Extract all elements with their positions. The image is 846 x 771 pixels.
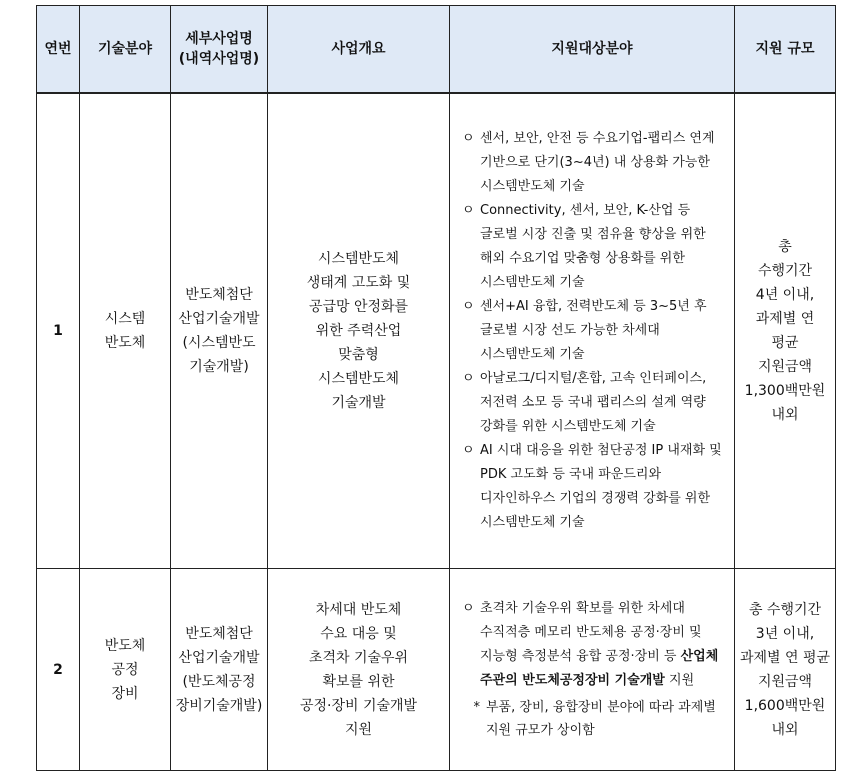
support-program-table xyxy=(36,5,836,771)
program-name: 반도체첨단 산업기술개발 (시스템반도 기술개발) xyxy=(171,93,268,569)
footnote xyxy=(462,696,730,742)
list-item xyxy=(462,367,730,439)
list-item-text: 센서, 보안, 안전 등 수요기업-팹리스 연계 기반으로 단기(3~4년) 내 상용화 가능한 시스템반도체 기술 xyxy=(480,131,715,194)
list-item xyxy=(462,199,730,295)
bullet-icon: ㅇ xyxy=(462,203,475,218)
tech-field: 시스템 반도체 xyxy=(80,93,171,569)
row-number: 2 xyxy=(37,569,80,771)
bullet-icon: ㅇ xyxy=(462,443,475,458)
list-item-text-bold: 산업체 주관의 반도체공정장비 기술개발 xyxy=(480,649,719,688)
header-scale: 지원 규모 xyxy=(735,6,836,94)
bullet-icon: ㅇ xyxy=(462,371,475,386)
list-item-text: 아날로그/디지털/혼합, 고속 인터페이스, 저전력 소모 등 국내 팹리스의 설계 역량 강화를 위한 시스템반도체 기술 xyxy=(480,371,707,434)
list-item-text: 센서+AI 융합, 전력반도체 등 3~5년 후 글로벌 시장 선도 가능한 차세대 시스템반도체 기술 xyxy=(480,299,707,362)
list-item xyxy=(462,597,730,693)
bullet-icon: ㅇ xyxy=(462,601,475,616)
program-name: 반도체첨단 산업기술개발 (반도체공정 장비기술개발) xyxy=(171,569,268,771)
header-overview: 사업개요 xyxy=(268,6,450,94)
header-row xyxy=(37,6,836,94)
table-row xyxy=(37,93,836,569)
list-item xyxy=(462,295,730,367)
program-overview: 차세대 반도체 수요 대응 및 초격차 기술우위 확보를 위한 공정·장비 기술개발 지원 xyxy=(268,569,450,771)
list-item-text-b: 지원 xyxy=(664,673,695,688)
header-target: 지원대상분야 xyxy=(450,6,735,94)
list-item-text: AI 시대 대응을 위한 첨단공정 IP 내재화 및 PDK 고도화 등 국내 파운드리와 디자인하우스 기업의 경쟁력 강화를 위한 시스템반도체 기술 xyxy=(480,443,722,530)
tech-field: 반도체 공정 장비 xyxy=(80,569,171,771)
list-item xyxy=(462,439,730,535)
list-item-text: Connectivity, 센서, 보안, K-산업 등 글로벌 시장 진출 및 점유율 향상을 위한 해외 수요기업 맞춤형 상용화를 위한 시스템반도체 기술 xyxy=(480,203,706,290)
support-target-list xyxy=(450,93,735,569)
list-item xyxy=(462,127,730,199)
support-target-list xyxy=(450,569,735,771)
bullet-icon: ㅇ xyxy=(462,299,475,314)
footnote-text: 부품, 장비, 융합장비 분야에 따라 과제별 지원 규모가 상이함 xyxy=(486,700,716,738)
program-overview: 시스템반도체 생태계 고도화 및 공급망 안정화를 위한 주력산업 맞춤형 시스템반도체 기술개발 xyxy=(268,93,450,569)
table-row xyxy=(37,569,836,771)
support-scale: 총 수행기간 3년 이내, 과제별 연 평균 지원금액 1,600백만원 내외 xyxy=(735,569,836,771)
row-number: 1 xyxy=(37,93,80,569)
header-program: 세부사업명 (내역사업명) xyxy=(171,6,268,94)
asterisk-icon: * xyxy=(473,700,480,715)
list-item-text xyxy=(480,597,730,693)
header-no: 연번 xyxy=(37,6,80,94)
support-scale: 총 수행기간 4년 이내, 과제별 연 평균 지원금액 1,300백만원 내외 xyxy=(735,93,836,569)
header-field: 기술분야 xyxy=(80,6,171,94)
bullet-icon: ㅇ xyxy=(462,131,475,146)
list-item-text-a: 초격차 기술우위 확보를 위한 차세대 수직적층 메모리 반도체용 공정·장비 및 지능형 측정분석 융합 공정·장비 등 xyxy=(480,601,702,664)
